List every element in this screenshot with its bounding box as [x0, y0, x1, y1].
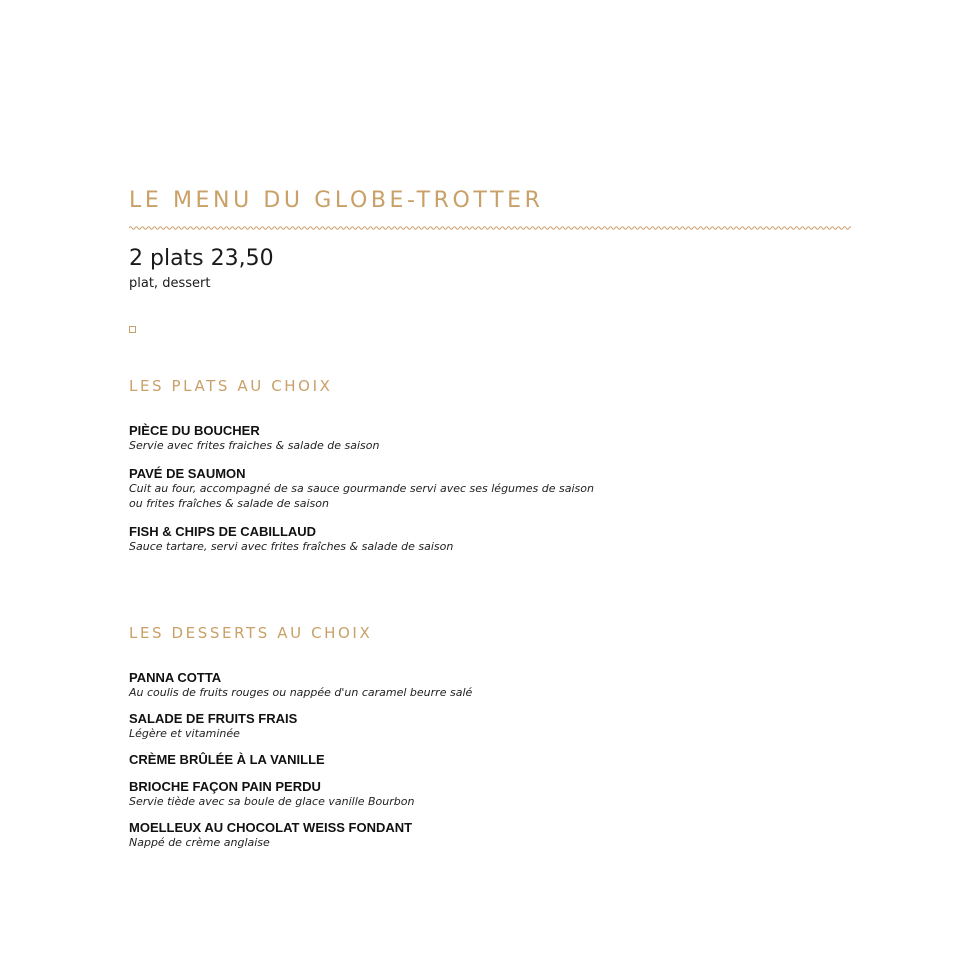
price-line: 2 plats 23,50 [129, 246, 274, 271]
plat-item [129, 466, 829, 511]
dessert-item-desc: Au coulis de fruits rouges ou nappée d'un caramel beurre salé [129, 686, 473, 699]
dessert-item-desc: Servie tiède avec sa boule de glace vanille Bourbon [129, 795, 415, 808]
dessert-item-name: CRÈME BRÛLÉE À LA VANILLE [129, 752, 325, 767]
plat-item-desc: Servie avec frites fraiches & salade de saison [129, 439, 380, 452]
plat-item [129, 423, 829, 453]
dessert-item [129, 711, 829, 741]
section-title-desserts: LES DESSERTS AU CHOIX [129, 624, 373, 642]
dessert-item-desc: Nappé de crème anglaise [129, 836, 270, 849]
plat-item-name: PIÈCE DU BOUCHER [129, 423, 260, 438]
dessert-item-name: BRIOCHE FAÇON PAIN PERDU [129, 779, 321, 794]
wavy-divider [129, 224, 851, 232]
dessert-item [129, 779, 829, 809]
menu-title: LE MENU DU GLOBE-TROTTER [129, 188, 544, 213]
dessert-item [129, 820, 829, 850]
dessert-item-name: SALADE DE FRUITS FRAIS [129, 711, 298, 726]
dessert-item [129, 752, 829, 767]
plat-item [129, 524, 829, 554]
dessert-item [129, 670, 829, 700]
plat-item-name: PAVÉ DE SAUMON [129, 466, 246, 481]
plat-item-desc: Cuit au four, accompagné de sa sauce gourmande servi avec ses légumes de saison ou frites fraîches & salade de saison [129, 482, 594, 510]
dessert-item-name: PANNA COTTA [129, 670, 222, 685]
square-ornament-icon [129, 326, 136, 333]
dessert-item-name: MOELLEUX AU CHOCOLAT WEISS FONDANT [129, 820, 413, 835]
dessert-item-desc: Légère et vitaminée [129, 727, 240, 740]
plat-item-name: FISH & CHIPS DE CABILLAUD [129, 524, 317, 539]
plat-item-desc: Sauce tartare, servi avec frites fraîches & salade de saison [129, 540, 454, 553]
section-title-plats: LES PLATS AU CHOIX [129, 377, 333, 395]
price-subtitle: plat, dessert [129, 276, 211, 291]
